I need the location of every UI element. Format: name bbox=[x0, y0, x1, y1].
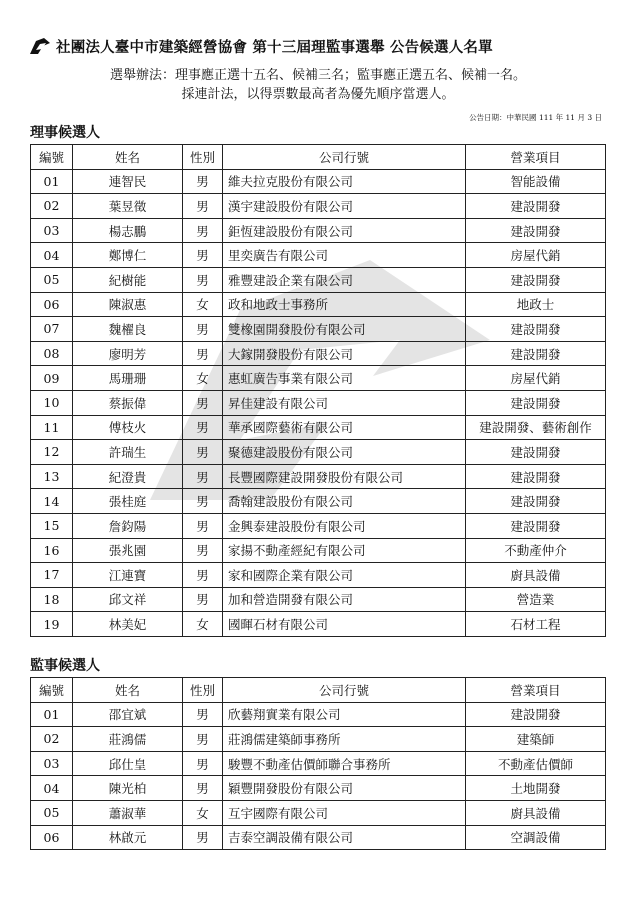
cell-sex: 男 bbox=[183, 390, 223, 415]
table-row bbox=[31, 194, 606, 219]
cell-number: 19 bbox=[31, 612, 73, 637]
cell-business: 空調設備 bbox=[466, 825, 606, 850]
cell-business: 土地開發 bbox=[466, 776, 606, 801]
cell-number: 07 bbox=[31, 317, 73, 342]
cell-company: 雅豐建設企業有限公司 bbox=[223, 267, 466, 292]
cell-sex: 女 bbox=[183, 800, 223, 825]
cell-company: 穎豐開發股份有限公司 bbox=[223, 776, 466, 801]
cell-company: 里奕廣告有限公司 bbox=[223, 243, 466, 268]
cell-company: 金興泰建設股份有限公司 bbox=[223, 513, 466, 538]
cell-sex: 女 bbox=[183, 366, 223, 391]
table-row bbox=[31, 464, 606, 489]
table-row bbox=[31, 751, 606, 776]
cell-business: 石材工程 bbox=[466, 612, 606, 637]
cell-name: 江連寶 bbox=[73, 563, 183, 588]
cell-company: 漢宇建設股份有限公司 bbox=[223, 194, 466, 219]
cell-company: 家和國際企業有限公司 bbox=[223, 563, 466, 588]
cell-business: 廚具設備 bbox=[466, 800, 606, 825]
cell-name: 傅枝火 bbox=[73, 415, 183, 440]
table-row bbox=[31, 513, 606, 538]
cell-company: 聚德建設股份有限公司 bbox=[223, 440, 466, 465]
cell-business: 建設開發 bbox=[466, 341, 606, 366]
column-header-business: 營業項目 bbox=[466, 678, 606, 703]
cell-number: 05 bbox=[31, 267, 73, 292]
cell-company: 雙橡園開發股份有限公司 bbox=[223, 317, 466, 342]
cell-number: 01 bbox=[31, 702, 73, 727]
election-rules-line-1: 選舉辦法：理事應正選十五名、候補三名；監事應正選五名、候補一名。 bbox=[109, 68, 526, 83]
cell-sex: 男 bbox=[183, 218, 223, 243]
cell-name: 廖明芳 bbox=[73, 341, 183, 366]
cell-number: 14 bbox=[31, 489, 73, 514]
cell-business: 智能設備 bbox=[466, 169, 606, 194]
cell-sex: 男 bbox=[183, 702, 223, 727]
cell-name: 葉昱徵 bbox=[73, 194, 183, 219]
cell-name: 紀澄貴 bbox=[73, 464, 183, 489]
table-row bbox=[31, 563, 606, 588]
cell-name: 鄭博仁 bbox=[73, 243, 183, 268]
cell-business: 建設開發 bbox=[466, 489, 606, 514]
cell-name: 陳淑惠 bbox=[73, 292, 183, 317]
cell-name: 紀樹能 bbox=[73, 267, 183, 292]
column-header-company: 公司行號 bbox=[223, 145, 466, 170]
cell-number: 13 bbox=[31, 464, 73, 489]
cell-business: 不動產仲介 bbox=[466, 538, 606, 563]
cell-number: 09 bbox=[31, 366, 73, 391]
cell-name: 許瑞生 bbox=[73, 440, 183, 465]
cell-sex: 男 bbox=[183, 243, 223, 268]
cell-name: 魏櫂良 bbox=[73, 317, 183, 342]
cell-number: 05 bbox=[31, 800, 73, 825]
directors-section-title: 理事候選人 bbox=[30, 125, 100, 141]
cell-name: 張桂庭 bbox=[73, 489, 183, 514]
cell-business: 建設開發 bbox=[466, 440, 606, 465]
cell-name: 蕭淑華 bbox=[73, 800, 183, 825]
cell-business: 建設開發、藝術創作 bbox=[466, 415, 606, 440]
cell-business: 地政士 bbox=[466, 292, 606, 317]
cell-sex: 男 bbox=[183, 169, 223, 194]
cell-sex: 男 bbox=[183, 587, 223, 612]
table-row bbox=[31, 415, 606, 440]
column-header-sex: 性別 bbox=[183, 678, 223, 703]
supervisors-table bbox=[30, 677, 606, 850]
cell-name: 莊鴻儒 bbox=[73, 727, 183, 752]
table-row bbox=[31, 538, 606, 563]
cell-business: 建設開發 bbox=[466, 513, 606, 538]
cell-number: 03 bbox=[31, 751, 73, 776]
table-row bbox=[31, 243, 606, 268]
cell-sex: 男 bbox=[183, 317, 223, 342]
cell-number: 16 bbox=[31, 538, 73, 563]
cell-company: 華承國際藝術有限公司 bbox=[223, 415, 466, 440]
election-rules bbox=[0, 66, 636, 104]
table-row bbox=[31, 702, 606, 727]
cell-company: 駿豐不動產估價師聯合事務所 bbox=[223, 751, 466, 776]
supervisors-section-title: 監事候選人 bbox=[30, 658, 100, 674]
cell-number: 06 bbox=[31, 292, 73, 317]
table-row bbox=[31, 267, 606, 292]
cell-sex: 女 bbox=[183, 292, 223, 317]
cell-number: 15 bbox=[31, 513, 73, 538]
cell-sex: 男 bbox=[183, 751, 223, 776]
cell-company: 大鎵開發股份有限公司 bbox=[223, 341, 466, 366]
cell-name: 蔡振偉 bbox=[73, 390, 183, 415]
cell-company: 國暉石材有限公司 bbox=[223, 612, 466, 637]
cell-name: 林美妃 bbox=[73, 612, 183, 637]
cell-name: 連智民 bbox=[73, 169, 183, 194]
cell-business: 營造業 bbox=[466, 587, 606, 612]
table-row bbox=[31, 317, 606, 342]
cell-business: 廚具設備 bbox=[466, 563, 606, 588]
cell-name: 邱文祥 bbox=[73, 587, 183, 612]
table-row bbox=[31, 776, 606, 801]
cell-number: 18 bbox=[31, 587, 73, 612]
cell-sex: 男 bbox=[183, 341, 223, 366]
notice-date: 公告日期：中華民國 111 年 11 月 3 日 bbox=[469, 113, 602, 122]
cell-name: 邱仕皇 bbox=[73, 751, 183, 776]
table-header-row bbox=[31, 678, 606, 703]
table-row bbox=[31, 366, 606, 391]
cell-number: 02 bbox=[31, 727, 73, 752]
cell-company: 欣藝翔實業有限公司 bbox=[223, 702, 466, 727]
cell-name: 詹鈞陽 bbox=[73, 513, 183, 538]
cell-sex: 男 bbox=[183, 825, 223, 850]
table-row bbox=[31, 341, 606, 366]
table-row bbox=[31, 825, 606, 850]
table-header-row bbox=[31, 145, 606, 170]
cell-business: 建築師 bbox=[466, 727, 606, 752]
column-header-number: 編號 bbox=[31, 678, 73, 703]
table-row bbox=[31, 489, 606, 514]
cell-company: 昇佳建設有限公司 bbox=[223, 390, 466, 415]
cell-sex: 男 bbox=[183, 563, 223, 588]
election-rules-line-2: 採連計法，以得票數最高者為優先順序當選人。 bbox=[181, 87, 455, 102]
cell-business: 不動產估價師 bbox=[466, 751, 606, 776]
document-header bbox=[30, 36, 620, 58]
cell-company: 家揚不動產經紀有限公司 bbox=[223, 538, 466, 563]
cell-number: 01 bbox=[31, 169, 73, 194]
cell-sex: 男 bbox=[183, 489, 223, 514]
cell-business: 建設開發 bbox=[466, 390, 606, 415]
cell-business: 房屋代銷 bbox=[466, 243, 606, 268]
cell-number: 04 bbox=[31, 776, 73, 801]
cell-company: 惠虹廣告事業有限公司 bbox=[223, 366, 466, 391]
cell-business: 建設開發 bbox=[466, 317, 606, 342]
cell-company: 鉅恆建設股份有限公司 bbox=[223, 218, 466, 243]
cell-company: 莊鴻儒建築師事務所 bbox=[223, 727, 466, 752]
cell-name: 林啟元 bbox=[73, 825, 183, 850]
cell-sex: 男 bbox=[183, 464, 223, 489]
cell-sex: 男 bbox=[183, 513, 223, 538]
cell-number: 10 bbox=[31, 390, 73, 415]
table-row bbox=[31, 218, 606, 243]
cell-company: 吉泰空調設備有限公司 bbox=[223, 825, 466, 850]
cell-number: 02 bbox=[31, 194, 73, 219]
cell-name: 陳光柏 bbox=[73, 776, 183, 801]
cell-sex: 男 bbox=[183, 440, 223, 465]
cell-company: 喬翰建設股份有限公司 bbox=[223, 489, 466, 514]
cell-sex: 女 bbox=[183, 612, 223, 637]
cell-number: 17 bbox=[31, 563, 73, 588]
table-row bbox=[31, 587, 606, 612]
cell-number: 04 bbox=[31, 243, 73, 268]
cell-sex: 男 bbox=[183, 415, 223, 440]
table-row bbox=[31, 390, 606, 415]
cell-name: 邵宜斌 bbox=[73, 702, 183, 727]
cell-company: 維夫拉克股份有限公司 bbox=[223, 169, 466, 194]
cell-sex: 男 bbox=[183, 727, 223, 752]
table-row bbox=[31, 727, 606, 752]
table-row bbox=[31, 169, 606, 194]
cell-number: 08 bbox=[31, 341, 73, 366]
cell-sex: 男 bbox=[183, 776, 223, 801]
cell-company: 政和地政士事務所 bbox=[223, 292, 466, 317]
cell-company: 長豐國際建設開發股份有限公司 bbox=[223, 464, 466, 489]
column-header-business: 營業項目 bbox=[466, 145, 606, 170]
cell-sex: 男 bbox=[183, 194, 223, 219]
document-title: 社團法人臺中市建築經營協會 第十三屆理監事選舉 公告候選人名單 bbox=[56, 40, 493, 56]
cell-business: 建設開發 bbox=[466, 194, 606, 219]
cell-number: 12 bbox=[31, 440, 73, 465]
table-row bbox=[31, 440, 606, 465]
column-header-name: 姓名 bbox=[73, 145, 183, 170]
table-row bbox=[31, 612, 606, 637]
cell-name: 張兆園 bbox=[73, 538, 183, 563]
cell-number: 11 bbox=[31, 415, 73, 440]
cell-sex: 男 bbox=[183, 267, 223, 292]
cell-number: 06 bbox=[31, 825, 73, 850]
column-header-number: 編號 bbox=[31, 145, 73, 170]
column-header-name: 姓名 bbox=[73, 678, 183, 703]
cell-number: 03 bbox=[31, 218, 73, 243]
cell-business: 建設開發 bbox=[466, 702, 606, 727]
cell-business: 房屋代銷 bbox=[466, 366, 606, 391]
association-logo-icon bbox=[30, 37, 50, 55]
cell-sex: 男 bbox=[183, 538, 223, 563]
cell-business: 建設開發 bbox=[466, 267, 606, 292]
cell-business: 建設開發 bbox=[466, 218, 606, 243]
column-header-sex: 性別 bbox=[183, 145, 223, 170]
cell-company: 互宇國際有限公司 bbox=[223, 800, 466, 825]
cell-name: 楊志鵬 bbox=[73, 218, 183, 243]
directors-table bbox=[30, 144, 606, 637]
cell-company: 加和營造開發有限公司 bbox=[223, 587, 466, 612]
table-row bbox=[31, 292, 606, 317]
cell-name: 馬珊珊 bbox=[73, 366, 183, 391]
column-header-company: 公司行號 bbox=[223, 678, 466, 703]
cell-business: 建設開發 bbox=[466, 464, 606, 489]
table-row bbox=[31, 800, 606, 825]
